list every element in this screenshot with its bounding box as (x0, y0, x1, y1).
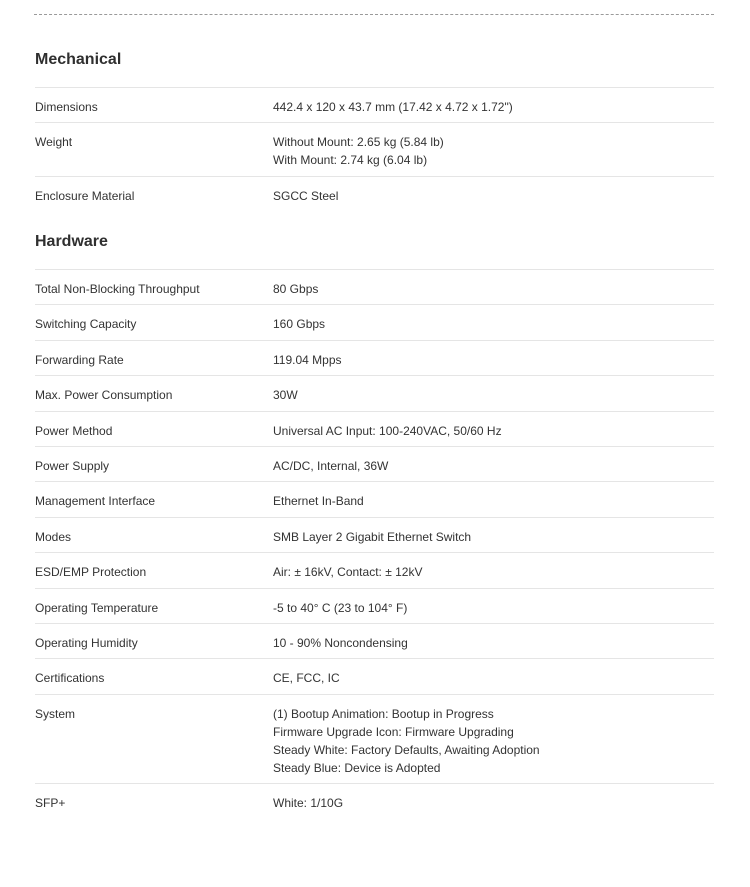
spec-value-line: AC/DC, Internal, 36W (273, 458, 389, 473)
spec-value (273, 280, 318, 298)
spec-row (35, 552, 714, 587)
section-title-hardware: Hardware (35, 233, 108, 250)
hardware-spec-table (35, 269, 714, 819)
spec-row (35, 340, 714, 375)
section-title-mechanical: Mechanical (35, 51, 122, 68)
spec-value (273, 133, 444, 169)
spec-row (35, 176, 714, 211)
spec-row (35, 588, 714, 623)
spec-value (273, 599, 407, 617)
spec-label: Total Non-Blocking Throughput (35, 282, 200, 296)
spec-label: Dimensions (35, 100, 98, 114)
spec-value (273, 351, 342, 369)
spec-label: System (35, 706, 76, 721)
spec-value-line: 80 Gbps (273, 282, 319, 296)
spec-label: Power Method (35, 423, 113, 438)
spec-value-line: Firmware Upgrade Icon: Firmware Upgrading (273, 724, 514, 739)
spec-value-line: Universal AC Input: 100-240VAC, 50/60 Hz (273, 423, 502, 438)
spec-value-line: Ethernet In-Band (273, 494, 364, 509)
spec-value-line: With Mount: 2.74 kg (6.04 lb) (273, 153, 428, 168)
mechanical-section (35, 50, 714, 203)
spec-value-line: CE, FCC, IC (273, 671, 340, 686)
spec-value-line: (1) Bootup Animation: Bootup in Progress (273, 706, 494, 721)
spec-value-line: Without Mount: 2.65 kg (5.84 lb) (273, 135, 444, 150)
spec-value-line: 30W (273, 388, 298, 403)
spec-row (35, 304, 714, 339)
spec-label: Certifications (35, 671, 105, 686)
spec-value (273, 705, 540, 777)
spec-row (35, 269, 714, 304)
spec-value (273, 422, 502, 440)
spec-value (273, 528, 471, 546)
spec-value (273, 492, 364, 510)
spec-label: Modes (35, 529, 72, 544)
spec-value (273, 669, 340, 687)
spec-label: ESD/EMP Protection (35, 565, 147, 580)
spec-value-line: SGCC Steel (273, 188, 339, 203)
spec-row (35, 517, 714, 552)
spec-value-line: White: 1/10G (273, 796, 344, 811)
hardware-section (35, 232, 714, 811)
spec-value (273, 315, 325, 333)
mechanical-spec-table (35, 87, 714, 211)
spec-value-line: Air: ± 16kV, Contact: ± 12kV (273, 565, 423, 580)
spec-value (273, 794, 343, 812)
spec-value-line: 10 - 90% Noncondensing (273, 635, 408, 650)
spec-value-line: Steady Blue: Device is Adopted (273, 760, 441, 775)
spec-row (35, 783, 714, 818)
dashed-divider (34, 14, 714, 15)
spec-row (35, 658, 714, 693)
spec-value-line: 160 Gbps (273, 317, 326, 332)
spec-row (35, 87, 714, 122)
spec-label: Power Supply (35, 458, 110, 473)
spec-value-line: -5 to 40° C (23 to 104° F) (273, 600, 408, 615)
spec-value-line: 442.4 x 120 x 43.7 mm (17.42 x 4.72 x 1.72") (273, 100, 513, 114)
spec-value (273, 634, 408, 652)
spec-row (35, 446, 714, 481)
spec-label: Max. Power Consumption (35, 388, 173, 403)
spec-label: Weight (35, 135, 73, 150)
spec-row (35, 411, 714, 446)
spec-value (273, 98, 513, 116)
spec-label: SFP+ (35, 796, 66, 811)
spec-row (35, 694, 714, 784)
spec-value (273, 386, 298, 404)
spec-value-line: SMB Layer 2 Gigabit Ethernet Switch (273, 529, 472, 544)
spec-label: Operating Humidity (35, 635, 138, 650)
spec-value (273, 187, 338, 205)
spec-row (35, 481, 714, 516)
spec-label: Operating Temperature (35, 600, 159, 615)
spec-label: Management Interface (35, 494, 156, 509)
spec-value (273, 563, 422, 581)
spec-value-line: 119.04 Mpps (273, 352, 342, 367)
spec-value-line: Steady White: Factory Defaults, Awaiting Adoption (273, 742, 540, 757)
spec-label: Forwarding Rate (35, 352, 124, 367)
spec-label: Enclosure Material (35, 188, 135, 203)
spec-value (273, 457, 388, 475)
spec-row (35, 122, 714, 175)
spec-label: Switching Capacity (35, 317, 137, 332)
spec-row (35, 623, 714, 658)
spec-row (35, 375, 714, 410)
